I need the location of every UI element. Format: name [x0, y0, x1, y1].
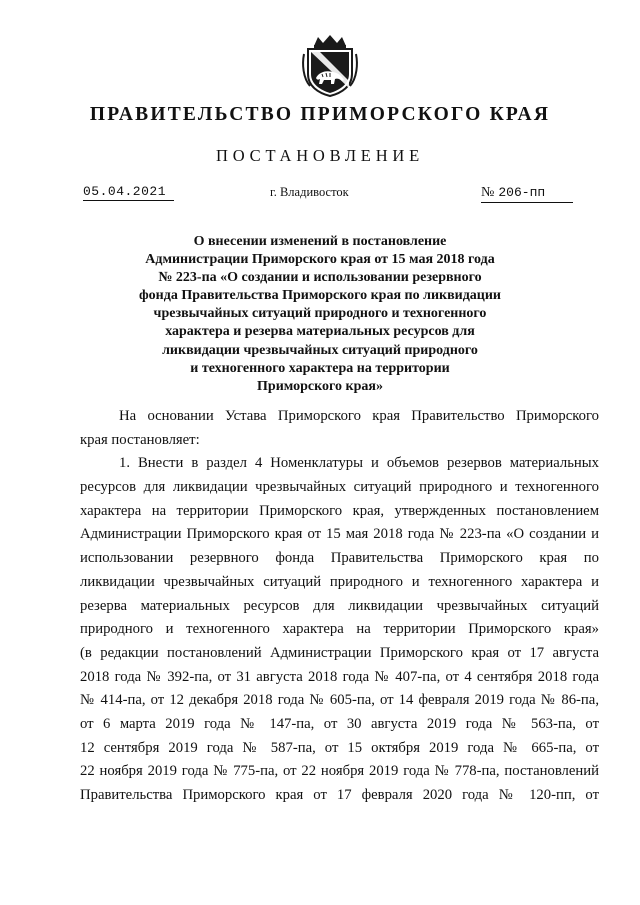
document-heading — [110, 233, 530, 396]
body-line: 1. Внести в раздел 4 Номенклатуры и объемов резервов материальных — [119, 455, 599, 472]
body-line: ликвидации чрезвычайных ситуаций природного и техногенного характера и — [80, 573, 599, 590]
body-line: 22 ноября 2019 года № 775-па, от 22 ноября 2019 года № 778-па, постановлений — [80, 763, 599, 780]
heading-line: чрезвычайных ситуаций природного и техногенного — [153, 306, 487, 322]
number-sign: № — [481, 185, 495, 200]
heading-line: О внесении изменений в постановление — [193, 234, 447, 249]
body-line: характера на территории Приморского края, утвержденных постановлением — [80, 502, 599, 519]
document-type: ПОСТАНОВЛЕНИЕ — [216, 146, 424, 165]
document-city: г. Владивосток — [270, 185, 349, 199]
heading-line: № 223-па «О создании и использовании резервного — [158, 270, 482, 286]
document-number-value: 206-пп — [498, 185, 546, 200]
body-line: № 414-па, от 12 декабря 2018 года № 605-па, от 14 февраля 2019 года № 86-па, — [80, 692, 599, 709]
heading-line: характера и резерва материальных ресурсов для — [165, 324, 475, 340]
coat-of-arms-icon — [300, 34, 360, 98]
heading-line: фонда Правительства Приморского края по ликвидации — [138, 288, 501, 304]
heading-line: Приморского края» — [257, 378, 383, 394]
heading-line: ликвидации чрезвычайных ситуаций природного — [162, 342, 478, 358]
document-date: 05.04.2021 — [83, 184, 174, 201]
heading-line: Администрации Приморского края от 15 мая 2018 года — [145, 252, 495, 268]
government-title: ПРАВИТЕЛЬСТВО ПРИМОРСКОГО КРАЯ — [89, 104, 551, 125]
body-line: от 6 марта 2019 года № 147-па, от 30 августа 2019 года № 563-па, от — [80, 715, 599, 732]
body-line: природного и техногенного характера на территории Приморского края» — [80, 621, 599, 638]
body-line: использовании резервного фонда Правительства Приморского края по — [80, 550, 599, 567]
body-line: края постановляет: — [80, 431, 200, 448]
body-line: ресурсов для ликвидации чрезвычайных ситуаций природного и техногенного — [80, 479, 599, 496]
document-number — [481, 184, 573, 203]
body-line: На основании Устава Приморского края Правительство Приморского — [119, 408, 599, 424]
body-line: резерва материальных ресурсов для ликвидации чрезвычайных ситуаций — [80, 597, 599, 614]
body-line: 2018 года № 392-па, от 31 августа 2018 года № 407-па, от 4 сентября 2018 года — [80, 668, 599, 685]
heading-line: и техногенного характера на территории — [190, 360, 450, 376]
body-line: 12 сентября 2019 года № 587-па, от 15 октября 2019 года № 665-па, от — [80, 739, 599, 756]
body-line: Администрации Приморского края от 15 мая 2018 года № 223-па «О создании и — [80, 526, 599, 543]
document-meta-row — [0, 184, 640, 208]
body-line: Правительства Приморского края от 17 февраля 2020 года № 120-пп, от — [80, 787, 599, 803]
document-body — [80, 405, 599, 808]
body-line: (в редакции постановлений Администрации Приморского края от 17 августа — [80, 644, 599, 661]
